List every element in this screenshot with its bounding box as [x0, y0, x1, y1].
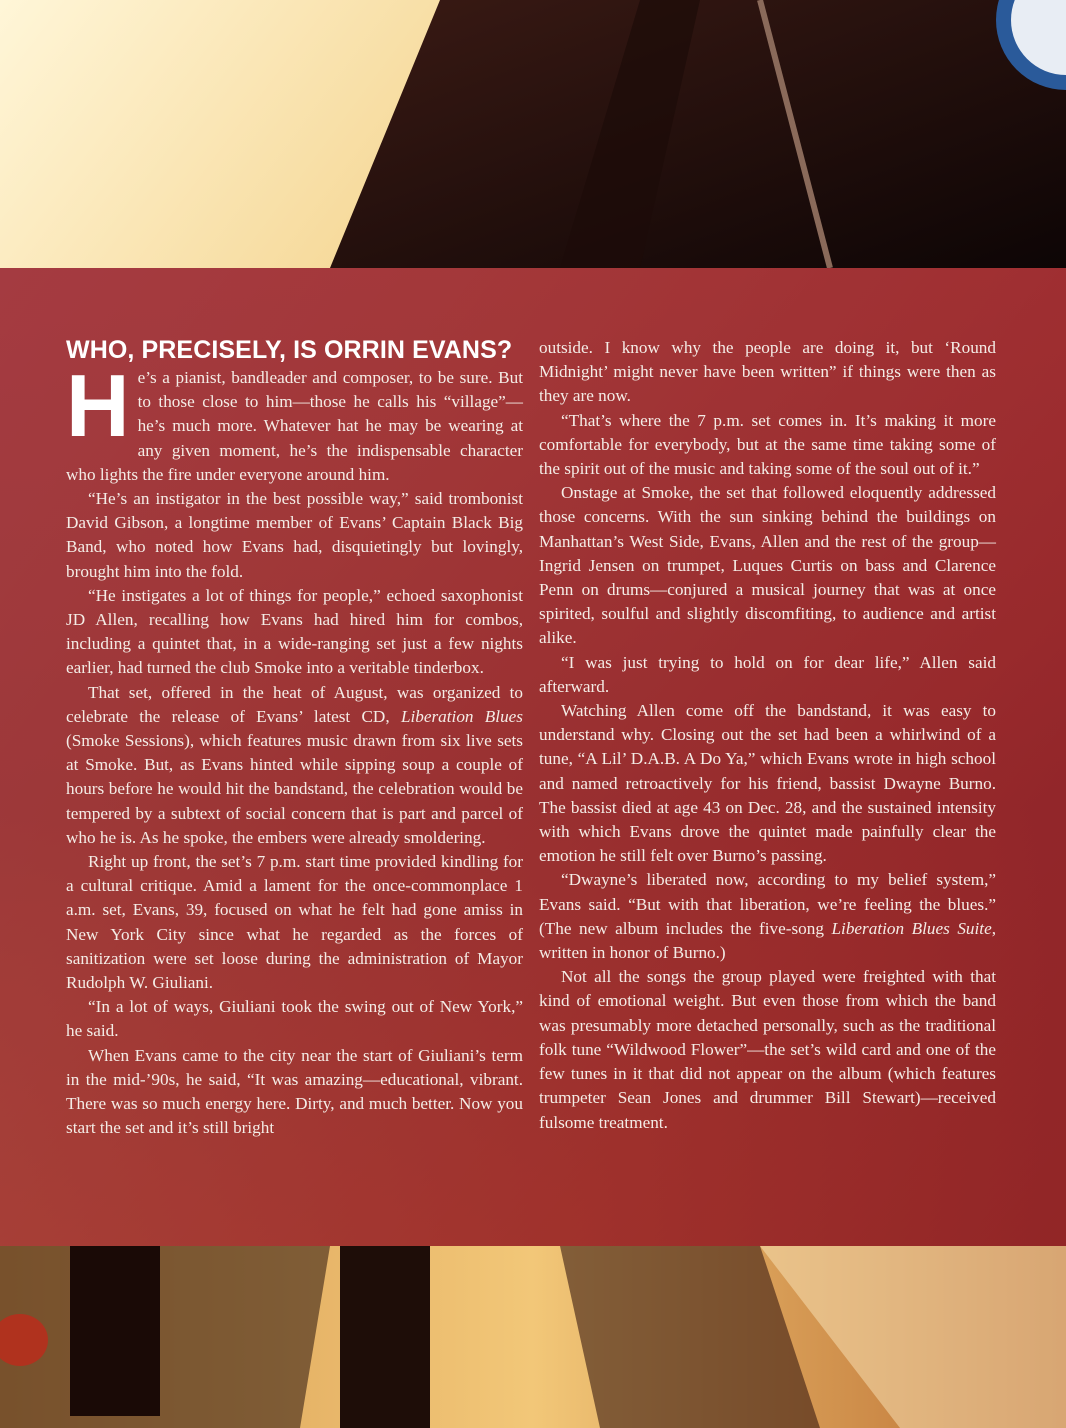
paragraph-10: Onstage at Smoke, the set that followed eloquently addressed those concerns. With the sun sinking behind the buildings on Manhattan’s West Side, Evans, Allen and the rest of the group—Ingrid Jensen on trumpet, Luques Curtis on bass and Clarence Penn on drums—conjured a musical journey that was at once spirited, soulful and slightly discomfiting, to audience and artist alike. — [539, 483, 996, 648]
paragraph-14: Not all the songs the group played were freighted with that kind of emotional weight. But even those from which the band was presumably more detached personally, such as the traditional folk tune “Wildwood Flower”—the set’s wild card and one of the few tunes in it that did not appear on the album (which features trumpeter Sean Jones and drummer Bill Stewart)—received fulsome treatment. — [539, 967, 996, 1132]
paragraph-2: “He’s an instigator in the best possible way,” said trombonist David Gibson, a longtime member of Evans’ Captain Black Big Band, who noted how Evans had, disquietingly but lovingly, brought him into the fold. — [66, 489, 523, 581]
paragraph-1: He’s a pianist, bandleader and composer, to be sure. But to those close to him—those he calls his “village”—he’s much more. Whatever hat he may be wearing at any given moment, he’s the indispensable character who lights the fire under everyone around him. — [66, 356, 523, 484]
paragraph-9: “That’s where the 7 p.m. set comes in. It’s making it more comfortable for everybody, but at the same time taking some of the spirit out of the music and taking some of the soul out of it.” — [539, 410, 996, 479]
paragraph-13: “Dwayne’s liberated now, according to my belief system,” Evans said. “But with that liberation, we’re feeling the blues.” (The new album includes the five-song Liberation Blues Suite, written in honor of Burno.) — [539, 870, 996, 963]
paragraph-6: “In a lot of ways, Giuliani took the swing out of New York,” he said. — [66, 997, 523, 1041]
paragraph-8: outside. I know why the people are doing it, but ‘Round Midnight’ might never have been written” if things were then as they are now. — [539, 338, 996, 406]
paragraph-5: Right up front, the set’s 7 p.m. start time provided kindling for a cultural critique. Amid a lament for the once-commonplace 1 a.m. set, Evans, 39, focused on what he felt had gone amiss in New York City since what he regarded as the forces of sanitization were set loose during the administration of Mayor Rudolph W. Giuliani. — [66, 852, 523, 993]
paragraph-11: “I was just trying to hold on for dear life,” Allen said afterward. — [539, 652, 996, 696]
left-column — [66, 336, 523, 1141]
paragraph-3: “He instigates a lot of things for people,” echoed saxophonist JD Allen, recalling how Evans had hired him for combos, including a quintet that, in a wide-ranging set just a few nights earlier, had turned the club Smoke into a veritable tinderbox. — [66, 585, 523, 678]
article-headline: WHO, PRECISELY, IS ORRIN EVANS? — [66, 336, 513, 364]
right-column — [539, 336, 996, 1135]
paragraph-7: When Evans came to the city near the start of Giuliani’s term in the mid-’90s, he said, “It was amazing—educational, vibrant. There was so much energy here. Dirty, and much better. Now you start the set and it’s still bright — [66, 1045, 523, 1138]
paragraph-4: That set, offered in the heat of August, was organized to celebrate the release of Evans’ latest CD, Liberation Blues (Smoke Sessions), which features music drawn from six live sets at Smoke. But, as Evans hinted while sipping soup a couple of hours before he would hit the bandstand, the celebration would be tempered by a subtext of social concern that is part and parcel of who he is. As he spoke, the embers were already smoldering. — [66, 682, 523, 847]
paragraph-12: Watching Allen come off the bandstand, it was easy to understand why. Closing out the set had been a whirlwind of a tune, “A Lil’ D.A.B. A Do Ya,” which Evans wrote in high school and named retroactively for his friend, bassist Dwayne Burno. The bassist died at age 43 on Dec. 28, and the sustained intensity with which Evans drove the quintet made painfully clear the emotion he still felt over Burno’s passing. — [539, 701, 996, 866]
drop-cap: H — [66, 356, 130, 455]
